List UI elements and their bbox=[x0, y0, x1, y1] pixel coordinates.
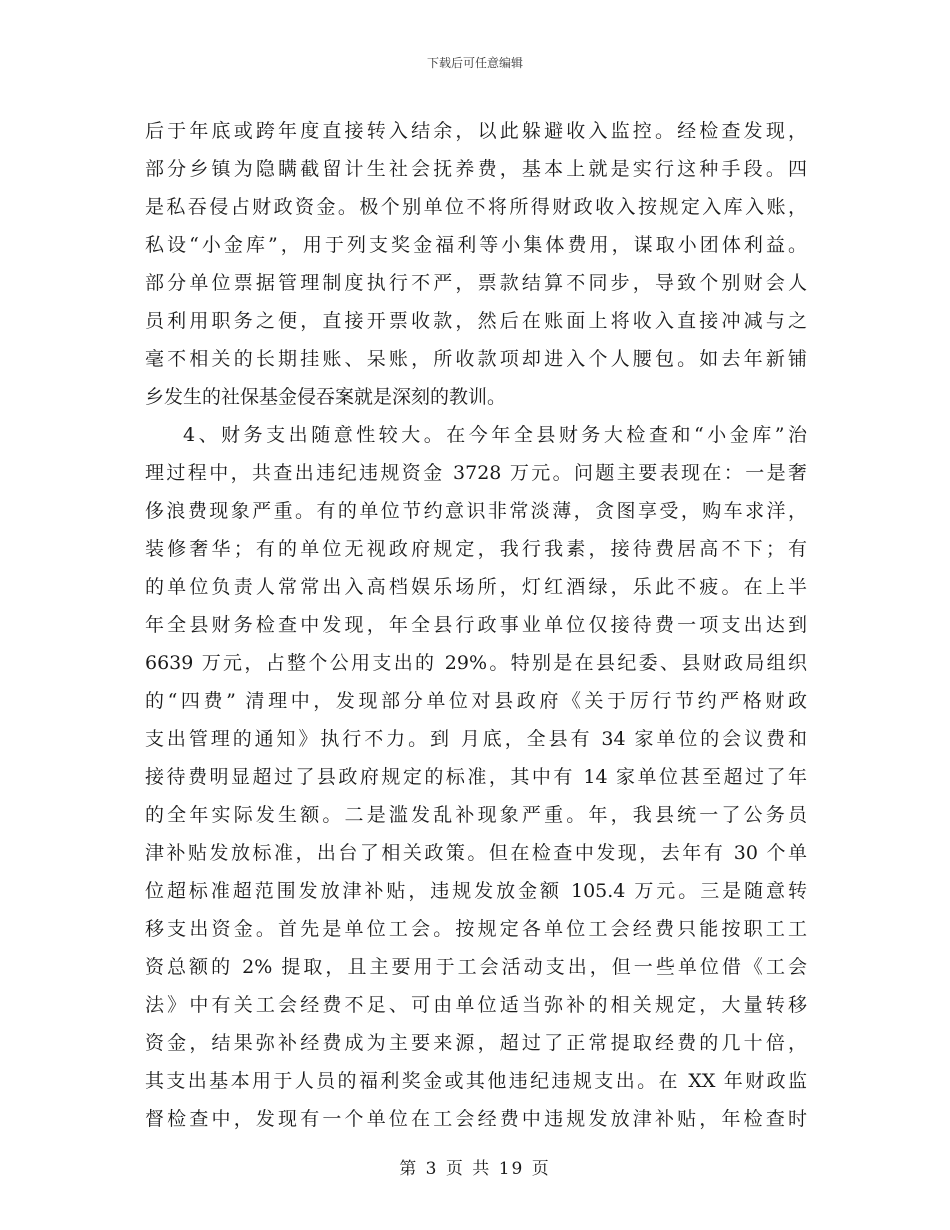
text-line: 6639 万元，占整个公用支出的 29%。特别是在县纪委、县财政局组织 bbox=[145, 652, 807, 674]
text-line: 后于年底或跨年度直接转入结余，以此躲避收入监控。经检查发现， bbox=[145, 120, 807, 142]
text-line: 毫不相关的长期挂账、呆账，所收款项却进入个人腰包。如去年新铺 bbox=[145, 348, 807, 370]
text-line: 部分单位票据管理制度执行不严，票款结算不同步，导致个别财会人 bbox=[145, 272, 807, 294]
paragraph-start-line: 4、财务支出随意性较大。在今年全县财务大检查和“小金库”治 bbox=[183, 424, 807, 446]
text-line: 部分乡镇为隐瞒截留计生社会抚养费，基本上就是实行这种手段。四 bbox=[145, 158, 807, 180]
text-line: 的单位负责人常常出入高档娱乐场所，灯红酒绿，乐此不疲。在上半 bbox=[145, 576, 807, 598]
text-line: 资金，结果弥补经费成为主要来源，超过了正常提取经费的几十倍， bbox=[145, 1032, 807, 1054]
text-line: 津补贴发放标准，出台了相关政策。但在检查中发现，去年有 30 个单 bbox=[145, 842, 807, 864]
page-header: 下载后可任意编辑 bbox=[426, 56, 523, 70]
text-line: 位超标准超范围发放津补贴，违规发放金额 105.4 万元。三是随意转 bbox=[145, 880, 807, 902]
text-line: 是私吞侵占财政资金。极个别单位不将所得财政收入按规定入库入账， bbox=[145, 196, 807, 218]
text-line: 理过程中，共查出违纪违规资金 3728 万元。问题主要表现在：一是奢 bbox=[145, 462, 807, 484]
text-line: 装修奢华；有的单位无视政府规定，我行我素，接待费居高不下；有 bbox=[145, 538, 807, 560]
text-line: 私设“小金库”，用于列支奖金福利等小集体费用，谋取小团体利益。 bbox=[145, 234, 807, 256]
text-line: 的全年实际发生额。二是滥发乱补现象严重。年，我县统一了公务员 bbox=[145, 804, 807, 826]
text-line: 乡发生的社保基金侵吞案就是深刻的教训。 bbox=[145, 386, 507, 408]
text-line: 支出管理的通知》执行不力。到 月底，全县有 34 家单位的会议费和 bbox=[145, 728, 807, 750]
text-line: 其支出基本用于人员的福利奖金或其他违纪违规支出。在 XX 年财政监 bbox=[145, 1070, 807, 1092]
text-line: 侈浪费现象严重。有的单位节约意识非常淡薄，贪图享受，购车求洋， bbox=[145, 500, 807, 522]
text-line: 督检查中，发现有一个单位在工会经费中违规发放津补贴，年检查时 bbox=[145, 1108, 807, 1130]
text-line: 的“四费” 清理中，发现部分单位对县政府《关于厉行节约严格财政 bbox=[145, 690, 807, 712]
text-line: 员利用职务之便，直接开票收款，然后在账面上将收入直接冲减与之 bbox=[145, 310, 807, 332]
text-line: 年全县财务检查中发现，年全县行政事业单位仅接待费一项支出达到 bbox=[145, 614, 807, 636]
text-line: 接待费明显超过了县政府规定的标准，其中有 14 家单位甚至超过了年 bbox=[145, 766, 807, 788]
text-line: 法》中有关工会经费不足、可由单位适当弥补的相关规定，大量转移 bbox=[145, 994, 807, 1016]
text-line: 移支出资金。首先是单位工会。按规定各单位工会经费只能按职工工 bbox=[145, 918, 807, 940]
text-line: 资总额的 2% 提取，且主要用于工会活动支出，但一些单位借《工会 bbox=[145, 956, 807, 978]
document-body bbox=[145, 112, 807, 1138]
page-number-footer: 第 3 页 共 19 页 bbox=[399, 1159, 551, 1179]
